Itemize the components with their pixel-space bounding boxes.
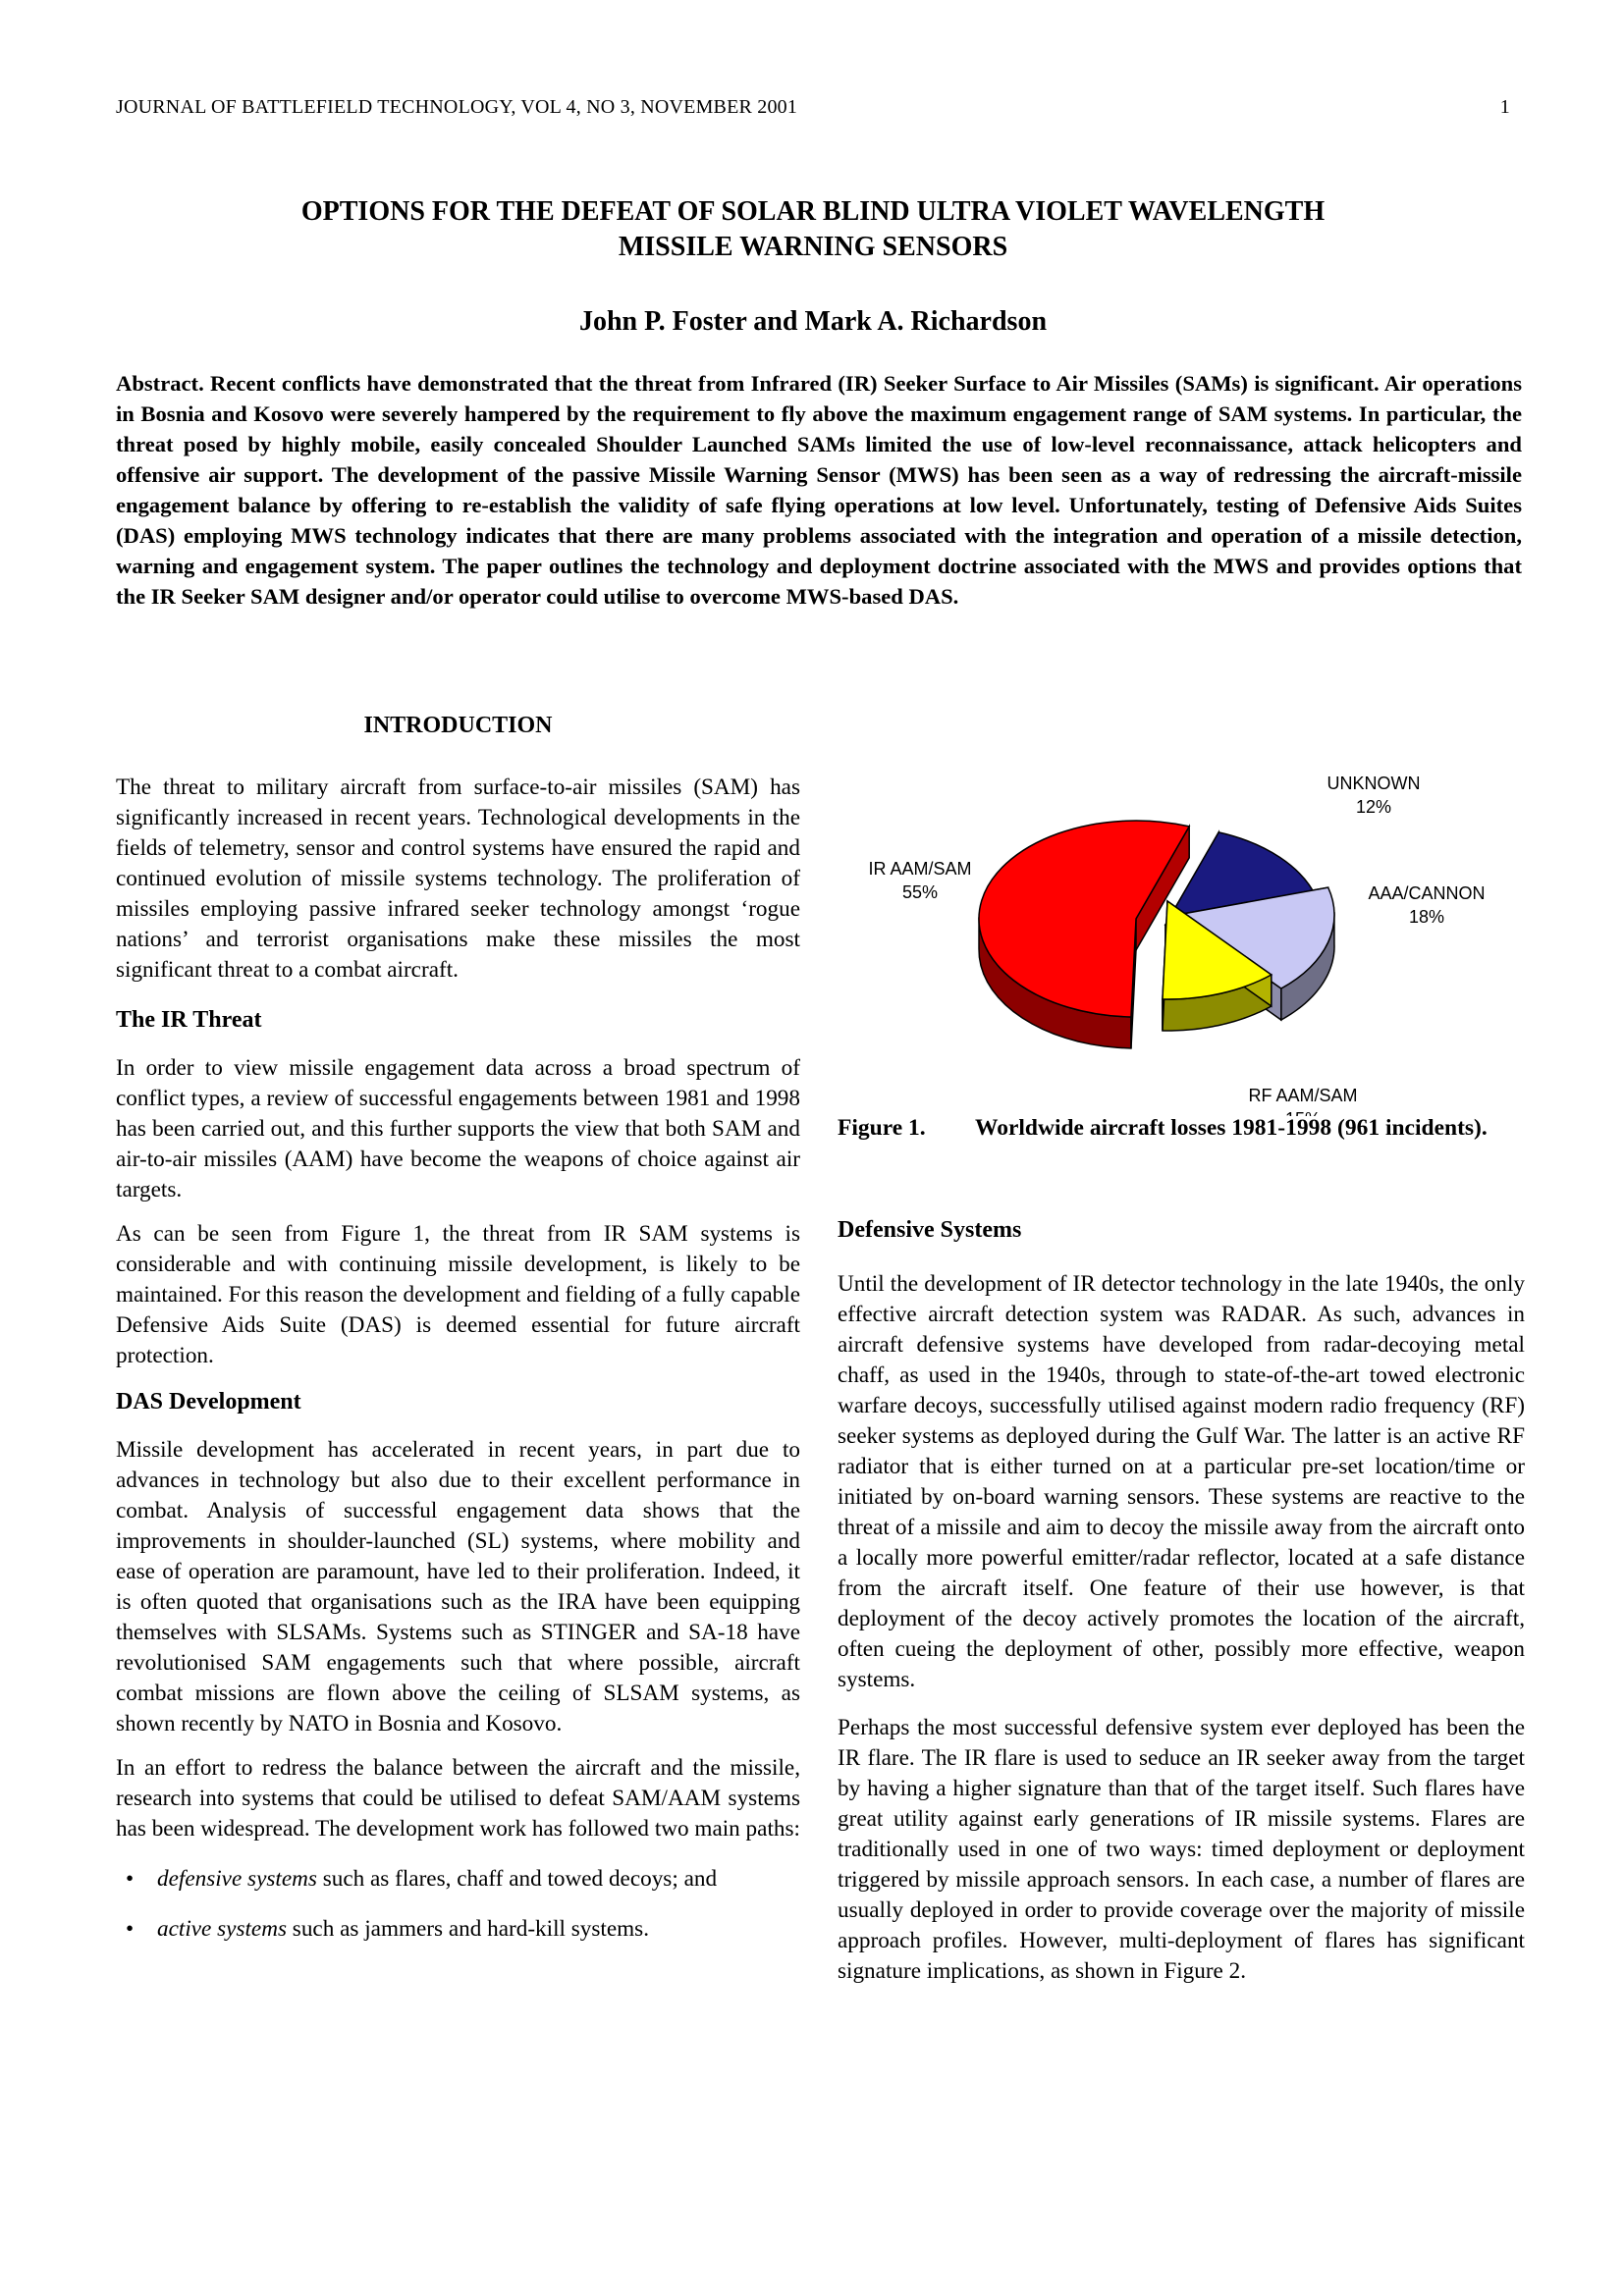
pie-slice-ir-aam-sam bbox=[979, 821, 1189, 1048]
journal-line: JOURNAL OF BATTLEFIELD TECHNOLOGY, VOL 4, NO 3, NOVEMBER 2001 bbox=[116, 96, 798, 118]
title-line-1: OPTIONS FOR THE DEFEAT OF SOLAR BLIND ULTRA VIOLET WAVELENGTH bbox=[300, 196, 1326, 227]
list-item-emphasis: active systems bbox=[157, 1916, 287, 1942]
page-number: 1 bbox=[1499, 96, 1510, 118]
list-item bbox=[116, 1864, 800, 1895]
figure-caption-text: Worldwide aircraft losses 1981-1998 (961 incidents). bbox=[975, 1115, 1488, 1141]
bullet-glyph: • bbox=[126, 1866, 135, 1892]
introduction-heading: INTRODUCTION bbox=[363, 713, 553, 738]
abstract: Abstract. Recent conflicts have demonstrated that the threat from Infrared (IR) Seeker Surface to Air Missiles (SAMs) is significant. Air operations in Bosnia and Kosovo were severely hampered by the requirement to fly above the maximum engagement range of SAM systems. In particular, the threat posed by highly mobile, easily concealed Shoulder Launched SAMs limited the use of low-level reconnaissance, attack helicopters and offensive air support. The development of the passive Missile Warning Sensor (MWS) has been seen as a way of redressing the aircraft-missile engagement balance by offering to re-establish the validity of safe flying operations at low level. Unfortunately, testing of Defensive Aids Suites (DAS) employing MWS technology indicates that there are many problems associated with the integration and operation of a missile detection, warning and engagement system. The paper outlines the technology and deployment doctrine associated with the MWS and provides options that the IR Seeker SAM designer and/or operator could utilise to overcome MWS-based DAS. bbox=[116, 371, 1522, 609]
authors: John P. Foster and Mark A. Richardson bbox=[578, 306, 1048, 337]
figure-caption bbox=[838, 1113, 1525, 1144]
paper-title bbox=[116, 194, 1510, 265]
defensive-paragraph-1: Until the development of IR detector technology in the late 1940s, the only effective aircraft detection system was RADAR. As such, advances in aircraft defensive systems have developed from radar-decoying metal chaff, as used in the 1940s, through to state-of-the-art towed electronic warfare decoys, successfully utilised against modern radio frequency (RF) seeker systems as deployed during the Gulf War. The latter is an active RF radiator that is either turned on at a particular pre-set location/time or initiated by on-board warning sensors. These systems are reactive to the threat of a missile and aim to decoy the missile away from the aircraft onto a locally more powerful emitter/radar reflector, located at a safe distance from the aircraft itself. One feature of their use however, is that deployment of the decoy actively promotes the location of the aircraft, often cueing the deployment of other, possibly more effective, weapon systems. bbox=[838, 1271, 1525, 1692]
left-column bbox=[116, 713, 800, 1964]
list-item-emphasis: defensive systems bbox=[157, 1866, 317, 1892]
ir-threat-paragraph-1: In order to view missile engagement data across a broad spectrum of conflict types, a review of successful engagements between 1981 and 1998 has been carried out, and this further supports the view that both SAM and air-to-air missiles (AAM) have become the weapons of choice against air targets. bbox=[116, 1055, 800, 1202]
das-development-heading: DAS Development bbox=[116, 1389, 301, 1415]
das-paragraph-2: In an effort to redress the balance between the aircraft and the missile, research into systems that could be utilised to defeat SAM/AAM systems has been widespread. The development work has followed two main paths: bbox=[116, 1755, 800, 1842]
pie-chart bbox=[838, 768, 1525, 1116]
list-item-text: such as jammers and hard-kill systems. bbox=[287, 1916, 649, 1942]
das-paragraph-1: Missile development has accelerated in recent years, in part due to advances in technology but also due to their excellent performance in combat. Analysis of successful engagement data shows that the improvements in shoulder-launched (SL) systems, where mobility and ease of operation are paramount, have led to their proliferation. Indeed, it is often quoted that organisations such as the IRA have been equipping themselves with SLSAMs. Systems such as STINGER and SA-18 have revolutionised SAM engagements such that where possible, aircraft combat missions are flown above the ceiling of SLSAM systems, as shown recently by NATO in Bosnia and Kosovo. bbox=[116, 1437, 800, 1736]
list-item bbox=[116, 1914, 800, 1945]
right-column bbox=[838, 1217, 1525, 2001]
ir-threat-heading: The IR Threat bbox=[116, 1007, 262, 1033]
defensive-paragraph-2: Perhaps the most successful defensive system ever deployed has been the IR flare. The IR flare is used to seduce an IR seeker away from the target by having a higher signature than that of the target itself. Such flares have great utility against early generations of IR missile systems. Flares are traditionally used in one of two ways: timed deployment or deployment triggered by missile approach sensors. In each case, a number of flares are usually deployed in order to provide coverage over the majority of missile approach profiles. However, multi-deployment of flares has significant signature implications, as shown in Figure 2. bbox=[838, 1715, 1525, 1984]
list-item-text: such as flares, chaff and towed decoys; and bbox=[316, 1866, 718, 1892]
defensive-systems-heading: Defensive Systems bbox=[838, 1217, 1022, 1243]
title-line-2: MISSILE WARNING SENSORS bbox=[618, 232, 1008, 262]
pie-label: RF AAM/SAM bbox=[1248, 1086, 1358, 1105]
ir-threat-paragraph-2: As can be seen from Figure 1, the threat from IR SAM systems is considerable and with continuing missile development, is likely to be maintained. For this reason the development and fielding of a fully capable Defensive Aids Suite (DAS) is deemed essential for future aircraft protection. bbox=[116, 1221, 800, 1368]
running-head bbox=[116, 96, 1510, 119]
pie-label: UNKNOWN bbox=[1326, 774, 1421, 793]
pie-label: IR AAM/SAM bbox=[868, 859, 972, 879]
pie-value-label: 55% bbox=[901, 882, 939, 902]
pie-value-label: 12% bbox=[1355, 797, 1392, 817]
pie-label: AAA/CANNON bbox=[1368, 883, 1486, 903]
intro-paragraph: The threat to military aircraft from surface-to-air missiles (SAM) has significantly increased in recent years. Technological developments in the fields of telemetry, sensor and control systems have ensured the rapid and continued evolution of missile systems technology. The proliferation of missiles employing passive infrared seeker technology amongst ‘rogue nations’ and terrorist organisations make these missiles the most significant threat to a combat aircraft. bbox=[116, 774, 800, 983]
figure-label: Figure 1. bbox=[838, 1115, 926, 1141]
figure-1 bbox=[838, 768, 1525, 1116]
bullet-glyph: • bbox=[126, 1916, 135, 1942]
pie-value-label: 18% bbox=[1408, 907, 1445, 927]
development-paths-list bbox=[116, 1864, 800, 1945]
